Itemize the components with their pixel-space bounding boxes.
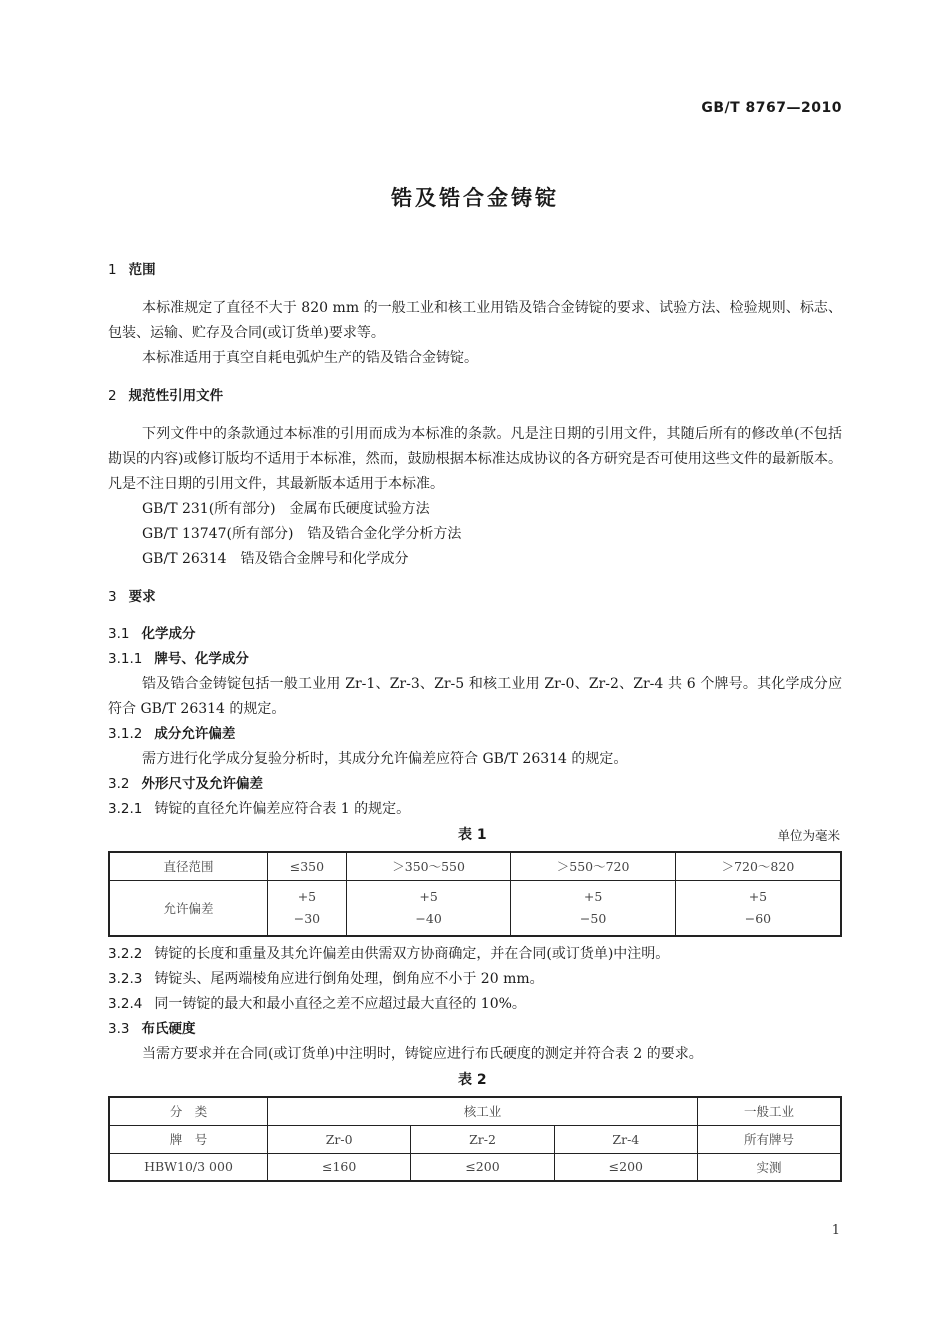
section-1-paragraph-1: 本标准规定了直径不大于 820 mm 的一般工业和核工业用锆及锆合金铸锭的要求、试验方法、检验规则、标志、包装、运输、贮存及合同(或订货单)要求等。 [108, 300, 842, 341]
table-cell [511, 880, 676, 936]
table-row-label: HBW10/3 000 [109, 1153, 268, 1181]
section-3-2-3 [108, 967, 842, 992]
minus-tolerance: −60 [744, 910, 772, 926]
section-number: 3.1 [108, 626, 130, 642]
minus-tolerance: −40 [415, 910, 442, 926]
table-row [109, 852, 841, 880]
table-row [109, 1125, 841, 1153]
document-title: 锆及锆合金铸锭 [391, 186, 559, 210]
page-number: 1 [831, 1223, 840, 1238]
section-2-heading [108, 384, 842, 409]
section-number: 3.2.1 [108, 801, 143, 817]
section-3-2-4 [108, 992, 842, 1017]
table-row-label: 允许偏差 [109, 880, 268, 936]
table-2 [108, 1096, 842, 1182]
section-3-1-2-paragraph: 需方进行化学成分复验分析时，其成分允许偏差应符合 GB/T 26314 的规定。 [142, 751, 628, 767]
table-cell: ≤200 [554, 1153, 697, 1181]
table-cell: Zr-4 [554, 1125, 697, 1153]
section-3-1-heading [108, 622, 842, 647]
table-1-caption: 表 1 [458, 827, 487, 843]
reference-item: GB/T 231(所有部分) 金属布氏硬度试验方法 [142, 501, 430, 517]
table-cell: ≤160 [268, 1153, 411, 1181]
minus-tolerance: −50 [579, 910, 607, 926]
table-row [109, 880, 841, 936]
table-1 [108, 851, 842, 937]
minus-tolerance: −30 [293, 910, 321, 926]
table-cell: 实测 [698, 1153, 842, 1181]
section-number: 3 [108, 589, 117, 605]
section-number: 3.3 [108, 1021, 130, 1037]
section-3-2-heading [108, 772, 842, 797]
section-number: 3.1.1 [108, 651, 143, 667]
standard-code: GB/T 8767—2010 [701, 100, 842, 116]
table-cell [346, 880, 511, 936]
table-cell: ＞550～720 [511, 852, 676, 880]
section-number: 3.2 [108, 776, 130, 792]
table-row-label: 直径范围 [109, 852, 268, 880]
table-cell: ≤350 [268, 852, 347, 880]
table-cell: Zr-0 [268, 1125, 411, 1153]
reference-item: GB/T 13747(所有部分) 锆及锆合金化学分析方法 [142, 526, 462, 542]
section-text: 同一铸锭的最大和最小直径之差不应超过最大直径的 10%。 [154, 996, 526, 1012]
section-text: 铸锭的直径允许偏差应符合表 1 的规定。 [154, 801, 411, 817]
plus-tolerance: +5 [583, 888, 603, 904]
section-3-2-1 [108, 797, 842, 822]
section-3-3-heading [108, 1017, 842, 1042]
table-cell: ≤200 [411, 1153, 554, 1181]
table-cell: ＞350～550 [346, 852, 511, 880]
plus-tolerance: +5 [748, 888, 768, 904]
section-title: 范围 [128, 262, 156, 278]
section-3-1-1-heading [108, 647, 842, 672]
section-1-heading [108, 258, 842, 283]
section-3-2-2 [108, 942, 842, 967]
section-number: 3.1.2 [108, 726, 143, 742]
reference-item: GB/T 26314 锆及锆合金牌号和化学成分 [142, 551, 409, 567]
section-title: 外形尺寸及允许偏差 [141, 776, 263, 792]
section-3-1-1-paragraph: 锆及锆合金铸锭包括一般工业用 Zr-1、Zr-3、Zr-5 和核工业用 Zr-0、Zr-2、Zr-4 共 6 个牌号。其化学成分应符合 GB/T 26314 的规定。 [108, 676, 842, 717]
section-number: 1 [108, 262, 117, 278]
table-header-cell: 牌 号 [109, 1125, 268, 1153]
table-cell: 所有牌号 [698, 1125, 842, 1153]
section-3-heading [108, 585, 842, 610]
section-number: 2 [108, 388, 117, 404]
section-1-paragraph-2: 本标准适用于真空自耗电弧炉生产的锆及锆合金铸锭。 [142, 350, 478, 366]
section-title: 布氏硬度 [141, 1021, 196, 1037]
section-text: 铸锭的长度和重量及其允许偏差由供需双方协商确定，并在合同(或订货单)中注明。 [154, 946, 670, 962]
section-text: 铸锭头、尾两端棱角应进行倒角处理，倒角应不小于 20 mm。 [154, 971, 544, 987]
table-1-unit: 单位为毫米 [777, 828, 840, 843]
plus-tolerance: +5 [297, 888, 317, 904]
section-title: 规范性引用文件 [128, 388, 224, 404]
section-3-1-2-heading [108, 722, 842, 747]
section-title: 成分允许偏差 [154, 726, 236, 742]
section-number: 3.2.4 [108, 996, 143, 1012]
table-row [109, 1153, 841, 1181]
table-header-cell: 一般工业 [698, 1097, 842, 1125]
table-row [109, 1097, 841, 1125]
section-number: 3.2.3 [108, 971, 143, 987]
plus-tolerance: +5 [419, 888, 438, 904]
table-cell [675, 880, 841, 936]
table-cell [268, 880, 347, 936]
table-cell: Zr-2 [411, 1125, 554, 1153]
section-title: 牌号、化学成分 [154, 651, 249, 667]
section-title: 要求 [128, 589, 156, 605]
section-3-3-paragraph: 当需方要求并在合同(或订货单)中注明时，铸锭应进行布氏硬度的测定并符合表 2 的要求。 [142, 1046, 703, 1062]
table-header-cell: 分 类 [109, 1097, 268, 1125]
table-header-cell: 核工业 [268, 1097, 698, 1125]
section-title: 化学成分 [141, 626, 196, 642]
table-2-caption: 表 2 [458, 1072, 487, 1088]
section-number: 3.2.2 [108, 946, 143, 962]
section-2-paragraph: 下列文件中的条款通过本标准的引用而成为本标准的条款。凡是注日期的引用文件，其随后所有的修改单(不包括勘误的内容)或修订版均不适用于本标准，然而，鼓励根据本标准达成协议的各方研究是否可使用这些文件的最新版本。凡是不注日期的引用文件，其最新版本适用于本标准。 [108, 426, 842, 492]
table-cell: ＞720～820 [675, 852, 841, 880]
